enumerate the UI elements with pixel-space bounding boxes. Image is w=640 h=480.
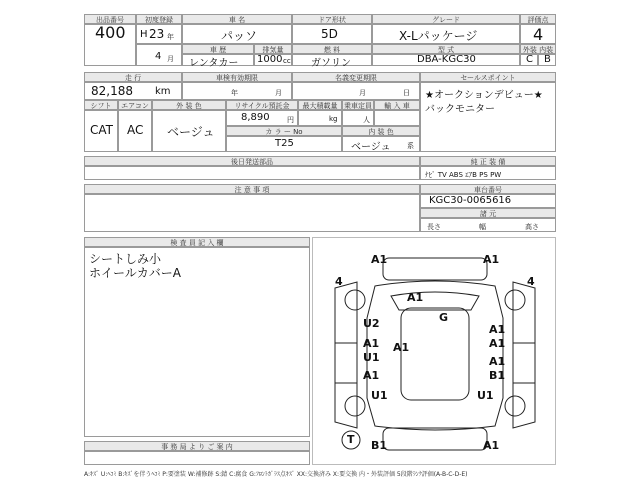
inspection-header: 車検有効期限 xyxy=(182,72,292,82)
owner-change-cell xyxy=(292,82,420,100)
month-value: 4 xyxy=(155,51,162,62)
sales-point-2: バックモニター xyxy=(425,104,495,115)
first-reg-month-cell xyxy=(136,44,182,66)
mileage-unit: km xyxy=(155,86,171,97)
rear-left-wheel-shape xyxy=(345,396,365,416)
displacement-cell xyxy=(254,54,292,66)
int-color-suffix: 系 xyxy=(407,142,414,150)
recycle-header: リサイクル預託金 xyxy=(226,100,298,110)
first-reg-header: 初度登録 xyxy=(136,14,182,24)
map-label-6: G xyxy=(439,311,449,324)
fuel-cell xyxy=(292,54,372,69)
fuel-header: 燃 料 xyxy=(292,44,372,54)
inspector-header: 検 査 員 記 入 欄 xyxy=(84,237,310,247)
model-cell xyxy=(372,54,520,66)
lot-no-header: 出品番号 xyxy=(84,14,136,24)
map-label-12: U1 xyxy=(363,351,380,364)
displacement-header: 排気量 xyxy=(254,44,292,54)
car-name-cell xyxy=(182,24,292,44)
car-map xyxy=(312,237,556,465)
roof-shape xyxy=(401,308,469,400)
sales-point-1: ★オークションデビュー★ xyxy=(425,90,543,101)
int-color-header: 内 装 色 xyxy=(342,126,420,136)
ac-cell xyxy=(118,110,152,152)
map-label-13: A1 xyxy=(363,369,380,382)
doors-cell xyxy=(292,24,372,44)
era-value: H xyxy=(140,29,148,40)
ext-color-cell xyxy=(152,110,226,152)
max-load-header: 最大積載量 xyxy=(298,100,342,110)
chassis-cell xyxy=(420,194,556,208)
equipment-cell xyxy=(420,166,556,180)
inspector-cell xyxy=(84,247,310,437)
color-no-value: T25 xyxy=(275,138,294,149)
mileage-header: 走 行 xyxy=(84,72,182,82)
car-body-shape xyxy=(367,281,506,430)
score-header: 評価点 xyxy=(520,14,556,24)
map-label-5: A1 xyxy=(407,291,424,304)
ac-header: エアコン xyxy=(118,100,152,110)
body-type-value: レンタカー xyxy=(189,58,239,69)
dims-cell xyxy=(420,218,556,232)
inspector-note-2: ホイールカバーA xyxy=(89,266,181,280)
history-header: 事 務 局 よ り ご 案 内 xyxy=(84,441,310,451)
map-label-4: 4 xyxy=(527,275,535,288)
ext-color-header: 外 装 色 xyxy=(152,100,226,110)
map-label-8: A1 xyxy=(363,337,380,350)
int-score-cell xyxy=(538,54,556,66)
body-type-header: 車 歴 xyxy=(182,44,254,54)
map-label-15: B1 xyxy=(489,369,506,382)
mileage-cell xyxy=(84,82,182,100)
lot-no-value: 400 xyxy=(95,23,126,42)
map-label-14: A1 xyxy=(489,355,506,368)
owner-day-unit: 日 xyxy=(403,89,410,97)
front-right-wheel-shape xyxy=(505,290,525,310)
int-score-value: B xyxy=(544,54,551,65)
notes-header: 注 意 事 項 xyxy=(84,184,420,194)
grade-cell xyxy=(372,24,520,44)
max-load-unit: kg xyxy=(329,115,338,123)
doors-header: ドア形状 xyxy=(292,14,372,24)
shift-cell xyxy=(84,110,118,152)
rear-right-wheel-shape xyxy=(505,396,525,416)
recycle-value: 8,890 xyxy=(241,112,270,123)
score-value: 4 xyxy=(533,25,544,44)
car-name-header: 車 名 xyxy=(182,14,292,24)
fuel-value: ガソリン xyxy=(311,58,351,69)
month-unit: 月 xyxy=(167,55,174,63)
car-outline-diagram xyxy=(313,238,557,466)
notes-cell xyxy=(84,194,420,232)
map-label-9: A1 xyxy=(393,341,410,354)
int-color-value: ベージュ xyxy=(351,142,391,153)
map-label-17: U1 xyxy=(477,389,494,402)
year-unit: 年 xyxy=(167,33,174,41)
width-label: 幅 xyxy=(479,223,486,231)
score-cell xyxy=(520,24,556,44)
shift-header: シフト xyxy=(84,100,118,110)
ac-value: AC xyxy=(127,123,144,137)
insp-month-unit: 月 xyxy=(275,89,282,97)
ext-score-value: C xyxy=(526,54,533,65)
front-bumper-shape xyxy=(383,258,487,280)
capacity-header: 乗車定員 xyxy=(344,102,372,110)
displacement-value: 1000 xyxy=(257,54,283,65)
map-label-18: T xyxy=(347,433,355,446)
recycle-unit: 円 xyxy=(287,116,294,124)
shift-value: CAT xyxy=(90,123,113,137)
map-label-2: A1 xyxy=(483,253,500,266)
color-no-cell xyxy=(226,136,342,152)
capacity-cell xyxy=(342,110,374,126)
recycle-cell xyxy=(226,110,298,126)
height-label: 高さ xyxy=(525,223,539,231)
owner-month-unit: 月 xyxy=(359,89,366,97)
year-value: 23 xyxy=(149,27,165,41)
dims-header: 諸 元 xyxy=(420,208,556,218)
insp-year-unit: 年 xyxy=(231,89,238,97)
model-value: DBA-KGC30 xyxy=(417,54,476,65)
capacity-unit: 人 xyxy=(363,116,370,124)
import-header: 輸 入 車 xyxy=(374,100,420,110)
max-load-cell xyxy=(298,110,342,126)
first-reg-year-cell xyxy=(136,24,182,44)
map-label-19: B1 xyxy=(371,439,388,452)
model-header: 型 式 xyxy=(372,44,520,54)
body-type-cell xyxy=(182,54,254,69)
sales-point-box xyxy=(420,82,556,152)
doors-value: 5D xyxy=(321,27,338,41)
mileage-value: 82,188 xyxy=(91,84,133,98)
ext-int-header: 外装 内装 xyxy=(520,44,556,54)
ext-score-cell xyxy=(520,54,538,66)
chassis-value: KGC30-0065616 xyxy=(429,195,512,206)
equipment-header: 純 正 装 備 xyxy=(420,156,556,166)
front-left-wheel-shape xyxy=(345,290,365,310)
map-label-20: A1 xyxy=(483,439,500,452)
import-cell xyxy=(374,110,420,126)
map-label-3: 4 xyxy=(335,275,343,288)
lot-no-cell xyxy=(84,24,136,66)
inspector-note-1: シートしみ小 xyxy=(89,252,162,266)
map-label-1: A1 xyxy=(371,253,388,266)
rear-bumper-shape xyxy=(383,428,487,450)
int-color-cell xyxy=(342,136,420,152)
displacement-unit: cc xyxy=(283,57,291,65)
map-label-16: U1 xyxy=(371,389,388,402)
chassis-header: 車台番号 xyxy=(420,184,556,194)
map-label-7: U2 xyxy=(363,317,380,330)
history-cell xyxy=(84,451,310,465)
map-label-11: A1 xyxy=(489,323,506,336)
grade-header: グレード xyxy=(372,14,520,24)
length-label: 長さ xyxy=(427,223,441,231)
equipment-value: ﾅﾋﾞ TV ABS ｴｱB PS PW xyxy=(425,171,502,179)
ext-color-value: ベージュ xyxy=(167,125,215,139)
inspection-cell xyxy=(182,82,292,100)
car-name-value: パッソ xyxy=(221,29,258,43)
later-docs-cell xyxy=(84,166,420,180)
grade-value: X-Lパッケージ xyxy=(399,29,478,43)
map-label-10: A1 xyxy=(489,337,506,350)
grade-legend: A:ｷｽﾞ U:ﾍｺﾐ B:ｷｽﾞを伴うﾍｺﾐ P:要塗装 W:補修跡 S:錆 C:腐食 G:ﾌﾛﾝﾄｶﾞﾗｽ点ｷｽﾞ XX:交換済み X:要交換 内・外装評価 5段階ﾗﾝｸ評価(A-B-C-D-E) xyxy=(84,471,468,478)
owner-change-header: 名義変更期限 xyxy=(292,72,420,82)
sales-point-header: セールスポイント xyxy=(420,72,556,82)
windshield-shape xyxy=(391,292,479,310)
later-docs-header: 後日発送部品 xyxy=(84,156,420,166)
color-no-header: カ ラ ー No xyxy=(226,126,342,136)
